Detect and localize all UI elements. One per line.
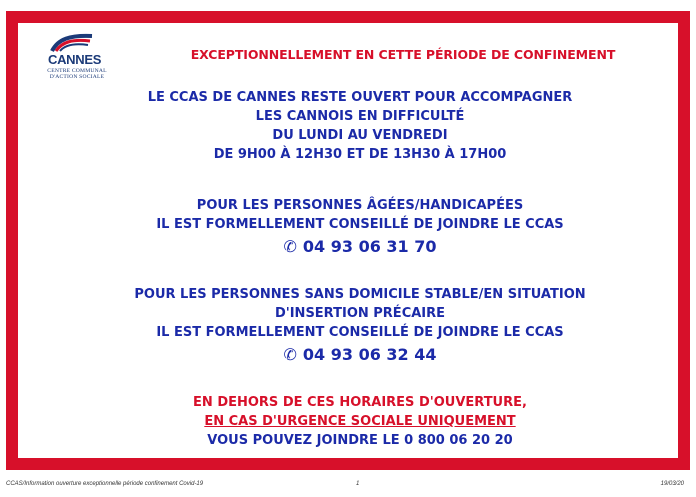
footer-date: 19/03/20 <box>660 481 684 487</box>
emergency-section <box>30 393 690 450</box>
footer-note: CCAS/Information ouverture exceptionnelle période confinement Covid-19 <box>6 481 204 487</box>
logo-wordmark: CANNES <box>48 52 102 67</box>
cannes-logo <box>30 33 107 93</box>
logo-subtitle-line: CENTRE COMMUNAL <box>47 68 107 74</box>
logo-subtitle-line: D'ACTION SOCIALE <box>49 74 105 81</box>
section-line: IL EST FORMELLEMENT CONSEILLÉ DE JOINDRE LE CCAS <box>156 217 564 232</box>
elderly-section <box>30 196 690 260</box>
phone-icon: ✆ <box>283 237 297 256</box>
poster-frame <box>6 11 690 470</box>
logo-subtitle <box>46 68 108 81</box>
phone-number-elderly: 04 93 06 31 70 <box>302 237 437 256</box>
section-line: POUR LES PERSONNES ÂGÉES/HANDICAPÉES <box>196 198 524 213</box>
phone-line <box>30 234 690 260</box>
intro-block <box>30 88 690 164</box>
section-line: POUR LES PERSONNES SANS DOMICILE STABLE/EN SITUATION <box>134 287 586 302</box>
intro-line: DE 9H00 À 12H30 ET DE 13H30 À 17H00 <box>213 147 507 162</box>
homeless-section <box>30 285 690 368</box>
emergency-line-underlined: EN CAS D'URGENCE SOCIALE UNIQUEMENT <box>204 414 516 429</box>
emergency-line: EN DEHORS DE CES HORAIRES D'OUVERTURE, <box>193 395 527 410</box>
section-line: D'INSERTION PRÉCAIRE <box>274 306 446 321</box>
intro-line: LE CCAS DE CANNES RESTE OUVERT POUR ACCOMPAGNER <box>147 90 573 105</box>
phone-line <box>30 342 690 368</box>
phone-icon: ✆ <box>283 345 297 364</box>
phone-number-homeless: 04 93 06 32 44 <box>302 345 437 364</box>
section-line: IL EST FORMELLEMENT CONSEILLÉ DE JOINDRE LE CCAS <box>156 325 564 340</box>
header-title: EXCEPTIONNELLEMENT EN CETTE PÉRIODE DE CONFINEMENT <box>190 47 616 62</box>
footer-page-number: 1 <box>356 481 360 487</box>
intro-line: DU LUNDI AU VENDREDI <box>272 128 448 143</box>
emergency-number-line: VOUS POUVEZ JOINDRE LE 0 800 06 20 20 <box>207 433 513 448</box>
intro-line: LES CANNOIS EN DIFFICULTÉ <box>255 109 465 124</box>
flag-swoosh-icon <box>50 33 94 53</box>
